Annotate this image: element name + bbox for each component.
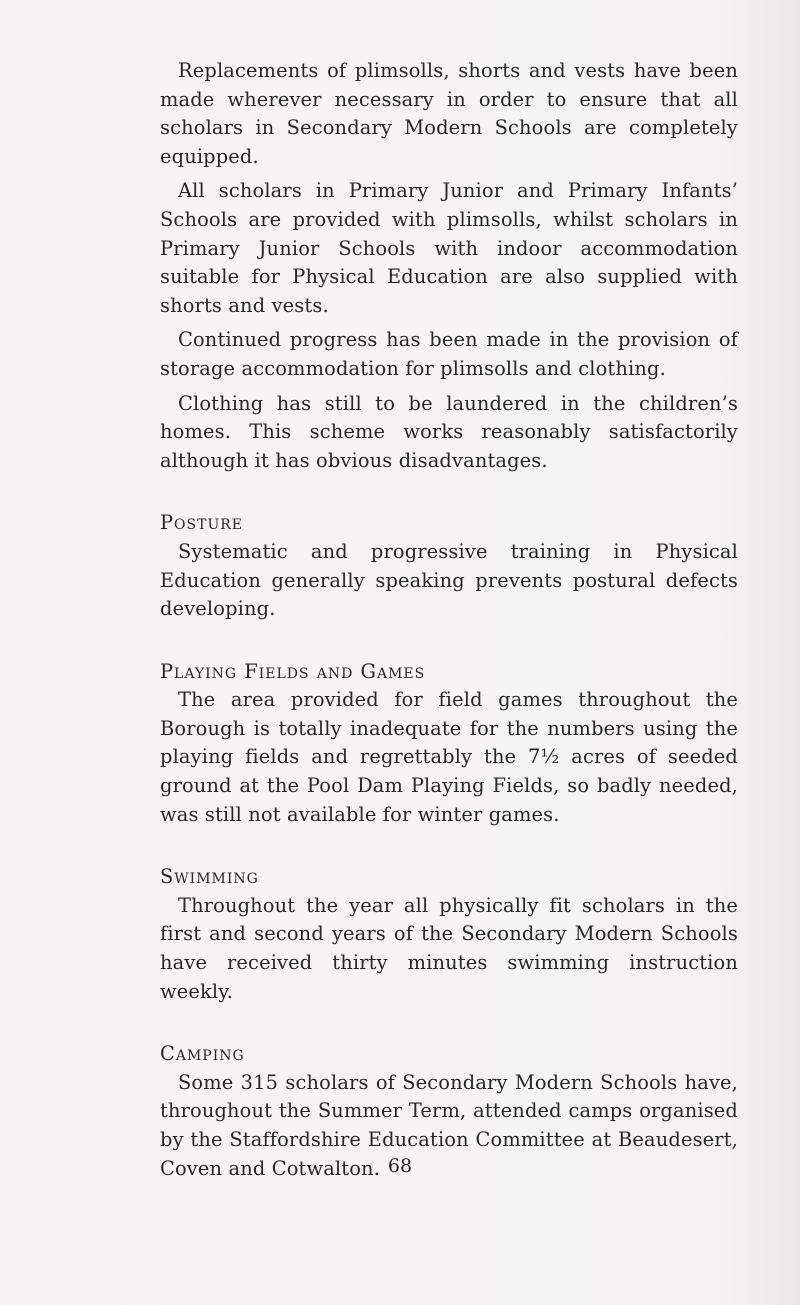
paragraph-storage: Continued progress has been made in the provision of storage accommodation for plimsolls and clothing. <box>160 328 738 380</box>
paragraph-replacements: Replacements of plimsolls, shorts and vests have been made wherever necessary in order to ensure that all scholars in Secondary Modern Schools are completely equipped. <box>160 59 738 168</box>
heading-swimming: Swimming <box>160 865 259 889</box>
paragraph-posture: Systematic and progressive training in Physical Education generally speaking prevents postural defects developing. <box>160 539 738 621</box>
heading-camping: Camping <box>160 1042 245 1066</box>
paragraph-playing-fields: The area provided for field games throughout the Borough is totally inadequate for the numbers using the playing fields and regrettably the 7½ acres of seeded ground at the Pool Dam Playing Fields, so badly needed, was still not available for winter games. <box>160 688 738 826</box>
paragraph-camping: Some 315 scholars of Secondary Modern Schools have, throughout the Summer Term, attended camps organised by the Staffordshire Education Committee at Beaudesert, Coven and Cotwalton. <box>160 1070 738 1180</box>
heading-playing-fields: Playing Fields and Games <box>160 659 426 683</box>
page-number: 68 <box>387 1155 413 1177</box>
paragraph-swimming: Throughout the year all physically fit scholars in the first and second years of the Secondary Modern Schools have received thirty minutes swimming instruction weekly. <box>160 893 738 1003</box>
paragraph-primary-schools: All scholars in Primary Junior and Primary Infants’ Schools are provided with plimsolls, whilst scholars in Primary Junior Schools with indoor accommodation suitable for Physical Education are also supplied with shorts and vests. <box>160 179 738 317</box>
heading-posture: Posture <box>160 511 244 535</box>
body-text <box>160 57 738 1183</box>
paragraph-laundering: Clothing has still to be laundered in the children’s homes. This scheme works reasonably satisfactorily although it has obvious disadvantages. <box>160 391 738 472</box>
